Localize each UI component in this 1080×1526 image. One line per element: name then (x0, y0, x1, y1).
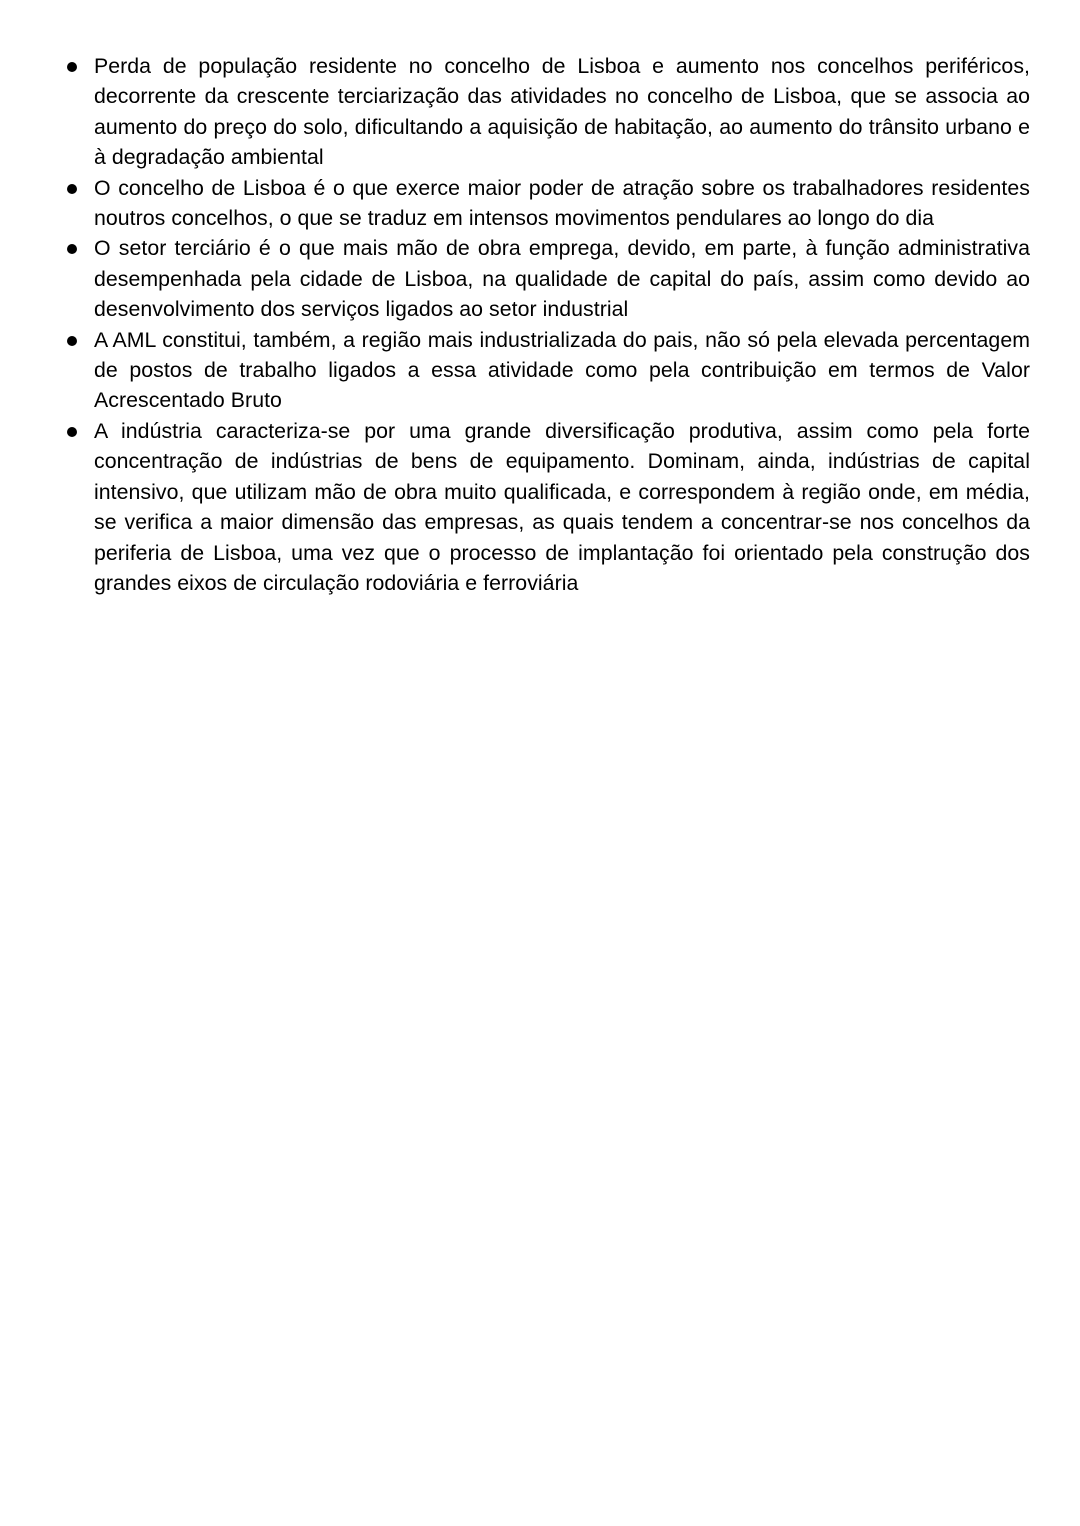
list-item (94, 325, 1030, 416)
list-item (94, 416, 1030, 598)
list-item (94, 173, 1030, 234)
list-item-text: A indústria caracteriza-se por uma grande diversificação produtiva, assim como pela forte concentração de indústrias de bens de equipamento. Dominam, ainda, indústrias de capital intensivo, que utilizam mão de obra muito qualificada, e correspondem à região onde, em média, se verifica a maior dimensão das empresas, as quais tendem a concentrar-se nos concelhos da periferia de Lisboa, uma vez que o processo de implantação foi orientado pela construção dos grandes eixos de circulação rodoviária e ferroviária (94, 418, 1030, 595)
bullet-dot-icon (67, 184, 77, 194)
bullet-dot-icon (67, 427, 77, 437)
list-item-text: O setor terciário é o que mais mão de obra emprega, devido, em parte, à função administrativa desempenhada pela cidade de Lisboa, na qualidade de capital do país, assim como devido ao desenvolvimento dos serviços ligados ao setor industrial (94, 236, 1030, 322)
bullet-dot-icon (67, 62, 77, 72)
bullet-dot-icon (67, 244, 77, 254)
list-item (94, 51, 1030, 173)
list-item (94, 233, 1030, 324)
list-item-text: A AML constitui, também, a região mais industrializada do pais, não só pela elevada percentagem de postos de trabalho ligados a essa atividade como pela contribuição em termos de Valor Acrescentado Bruto (94, 327, 1030, 413)
bullet-list (94, 51, 1030, 598)
bullet-dot-icon (67, 336, 77, 346)
list-item-text: O concelho de Lisboa é o que exerce maior poder de atração sobre os trabalhadores residentes noutros concelhos, o que se traduz em intensos movimentos pendulares ao longo do dia (94, 175, 1030, 231)
list-item-text: Perda de população residente no concelho de Lisboa e aumento nos concelhos periféricos, decorrente da crescente terciarização das atividades no concelho de Lisboa, que se associa ao aumento do preço do solo, dificultando a aquisição de habitação, ao aumento do trânsito urbano e à degradação ambiental (94, 54, 1030, 170)
